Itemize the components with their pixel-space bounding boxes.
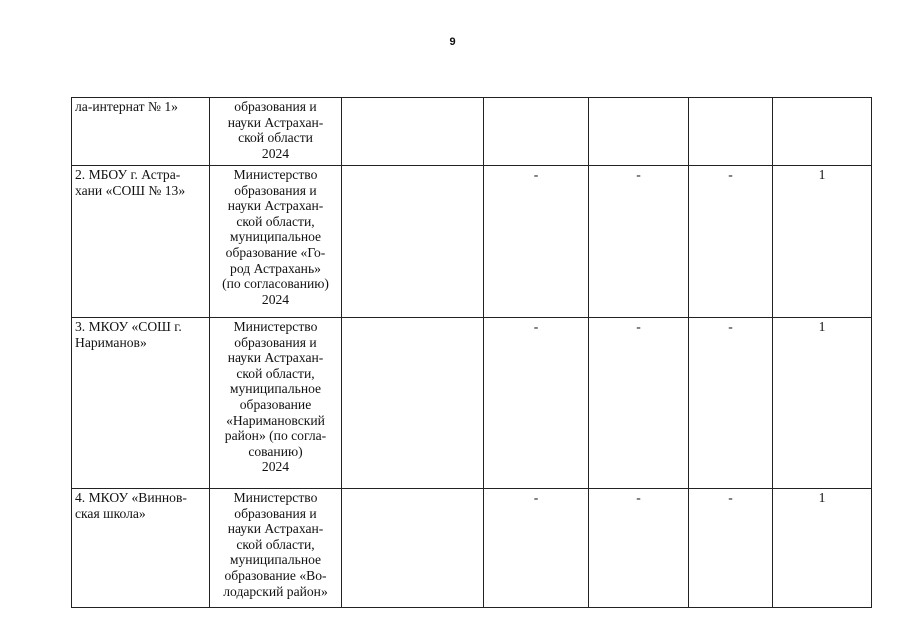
responsible-line: науки Астрахан- [227,114,324,130]
value-cell: - [484,489,589,608]
value-cell: 1 [773,318,872,489]
value-cell [484,98,589,166]
responsible-line: род Астрахань» [230,260,321,276]
value-cell [589,98,689,166]
school-line: ская школа» [75,505,146,521]
responsible-line: Министерство [233,490,318,505]
responsible-line: 2024 [261,459,290,475]
school-line: хани «СОШ № 13» [75,182,186,198]
value-cell: - [689,318,773,489]
responsible-line: ской области, [236,536,315,552]
responsible-cell [210,489,342,608]
responsible-line: муниципальное [229,552,322,568]
responsible-line: (по согласованию) [222,276,329,292]
value-cell [689,98,773,166]
responsible-line: «Наримановский [226,412,325,428]
value-cell: - [484,318,589,489]
school-cell [72,98,210,166]
table-row [72,166,872,318]
value-cell: - [689,166,773,318]
responsible-line: образование «Во- [224,567,327,583]
value-cell: - [589,489,689,608]
table-row [72,98,872,166]
school-line: 3. МКОУ «СОШ г. [75,319,182,334]
value-cell: 1 [773,489,872,608]
responsible-line: 2024 [261,291,290,307]
school-line: 2. МБОУ г. Астра- [75,167,181,182]
responsible-line: образования и [234,334,317,350]
responsible-line: ской области, [236,365,315,381]
responsible-cell [210,98,342,166]
responsible-line: образования и [234,505,317,521]
responsible-line: образования и [234,182,317,198]
value-cell: - [484,166,589,318]
schools-table [71,97,872,608]
responsible-line: науки Астрахан- [227,521,324,537]
value-cell [342,489,484,608]
school-line: Нариманов» [75,334,147,350]
value-cell: - [589,318,689,489]
value-cell [342,318,484,489]
table-row [72,318,872,489]
responsible-cell [210,166,342,318]
responsible-line: муниципальное [229,229,322,245]
value-cell [342,98,484,166]
school-cell [72,489,210,608]
responsible-line: науки Астрахан- [227,350,324,366]
responsible-line: ской области, [236,213,315,229]
responsible-cell [210,318,342,489]
value-cell: - [589,166,689,318]
value-cell [773,98,872,166]
responsible-line: ской области [238,130,313,146]
school-line: 4. МКОУ «Виннов- [75,490,187,505]
responsible-line: образование «Го- [225,244,326,260]
responsible-line: образования и [234,99,317,114]
responsible-line: муниципальное [229,381,322,397]
value-cell: - [689,489,773,608]
responsible-line: образование [239,396,312,412]
responsible-line: 2024 [261,145,290,161]
value-cell [342,166,484,318]
responsible-line: науки Астрахан- [227,198,324,214]
value-cell: 1 [773,166,872,318]
responsible-line: Министерство [233,319,318,334]
school-line: ла-интернат № 1» [75,99,178,114]
page-number: 9 [449,36,456,48]
responsible-line: Министерство [233,167,318,182]
school-cell [72,318,210,489]
responsible-line: лодарский район» [223,583,328,599]
responsible-line: район» (по согла- [224,428,327,444]
table-row [72,489,872,608]
school-cell [72,166,210,318]
responsible-line: сованию) [248,443,303,459]
